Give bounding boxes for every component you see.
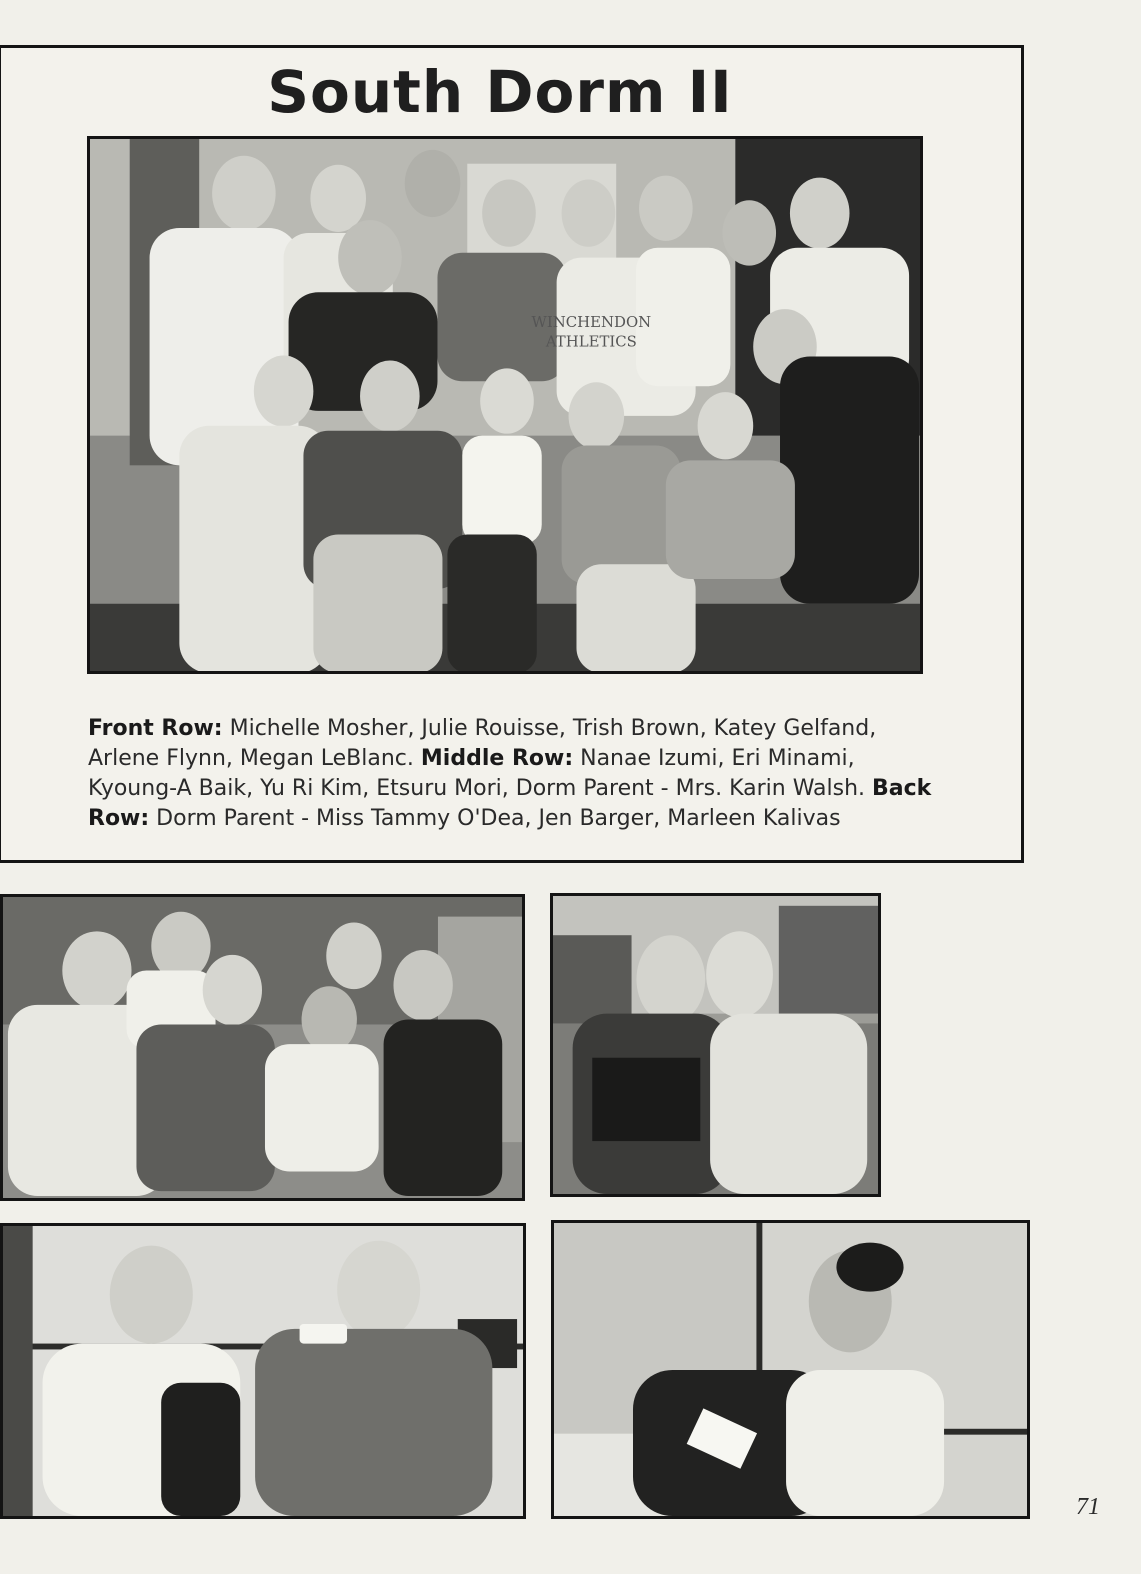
- photo-girl-smiling: [551, 1220, 1030, 1519]
- middle-row-names: Nanae Izumi, Eri Minami, Kyoung-A Baik, Yu Ri Kim, Etsuru Mori, Dorm Parent - Mrs. Karin Walsh.: [88, 746, 873, 801]
- group-photo: [87, 136, 923, 674]
- page-title: South Dorm II: [267, 58, 733, 126]
- middle-row-label: Middle Row:: [420, 746, 574, 771]
- photo-two-friends-outdoors: [550, 893, 881, 1197]
- photo-two-friends-bed: [0, 1223, 526, 1519]
- front-row-label: Front Row:: [88, 716, 223, 741]
- sweatshirt-text-line2: ATHLETICS: [545, 332, 637, 351]
- group-photo-caption: [88, 714, 938, 834]
- photo-group-lounging: [0, 894, 525, 1201]
- front-row-names: Michelle Mosher, Julie Rouisse, Trish Brown, Katey Gelfand, Arlene Flynn, Megan LeBlanc.: [88, 716, 877, 771]
- back-row-label: Back Row:: [88, 776, 932, 831]
- sweatshirt-text-line1: WINCHENDON: [531, 312, 652, 331]
- back-row-names: Dorm Parent - Miss Tammy O'Dea, Jen Barger, Marleen Kalivas: [149, 806, 841, 831]
- page-number: 71: [1076, 1494, 1100, 1520]
